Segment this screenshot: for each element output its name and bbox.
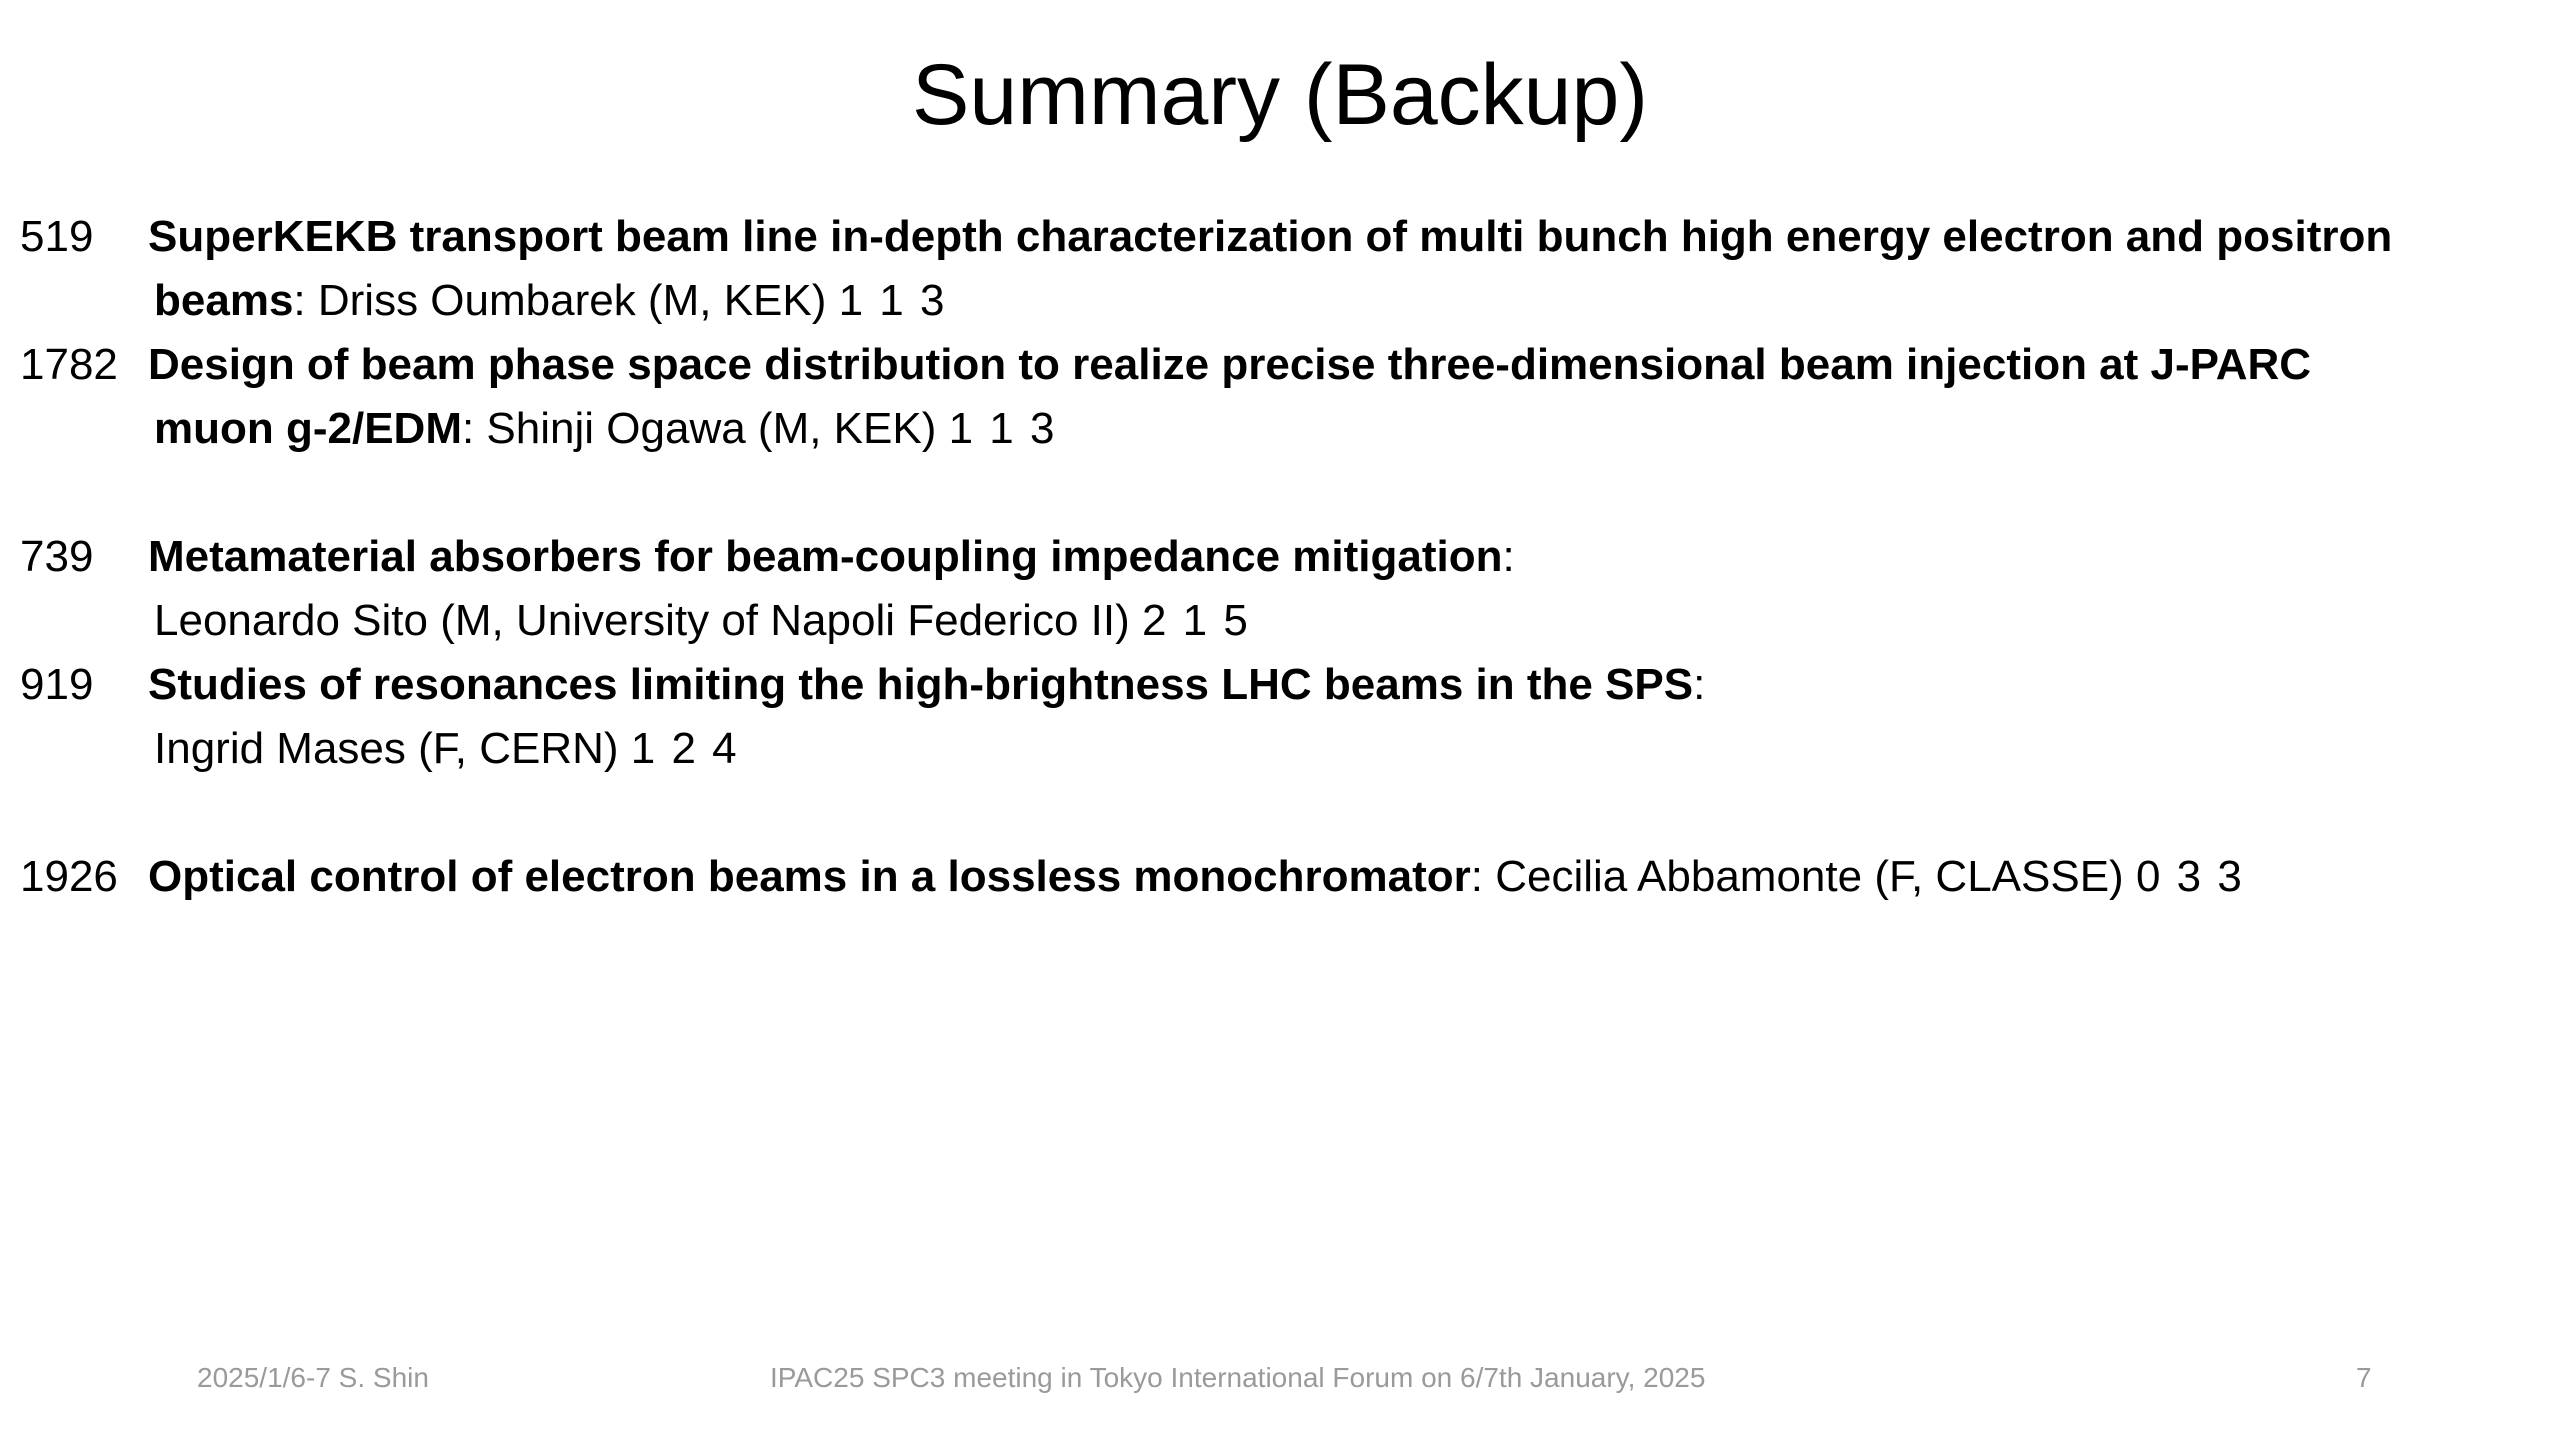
entry-title-continuation: beams — [154, 276, 294, 325]
entry-number: 739 — [20, 532, 94, 581]
entry-scores: 1 1 3 — [838, 276, 947, 325]
entry-title: Design of beam phase space distribution to realize precise three-dimensional beam injection at J-PARC — [148, 340, 2312, 389]
footer-page-number: 7 — [2356, 1362, 2372, 1393]
entry-title-line — [148, 525, 2540, 589]
entry-title: Metamaterial absorbers for beam-coupling impedance mitigation — [148, 532, 1503, 581]
footer-meeting-info: IPAC25 SPC3 meeting in Tokyo International Forum on 6/7th January, 2025 — [770, 1362, 1706, 1393]
entry-separator: : — [1502, 532, 1515, 581]
entry-title: SuperKEKB transport beam line in-depth characterization of multi bunch high energy electron and positron — [148, 212, 2393, 261]
spacer — [20, 461, 2540, 525]
entry-1782 — [20, 333, 2540, 461]
entry-number: 1926 — [20, 852, 118, 901]
entry-list — [20, 205, 2540, 909]
entry-scores: 2 1 5 — [1141, 596, 1250, 645]
entry-1926 — [20, 845, 2540, 909]
footer-date-author: 2025/1/6-7 S. Shin — [197, 1362, 429, 1393]
entry-title: Studies of resonances limiting the high-brightness LHC beams in the SPS — [148, 660, 1694, 709]
entry-presenter: : Cecilia Abbamonte (F, CLASSE) — [1470, 852, 2136, 901]
entry-presenter: : Shinji Ogawa (M, KEK) — [461, 404, 949, 453]
entry-continuation-line — [148, 269, 2540, 333]
entry-number: 1782 — [20, 340, 118, 389]
entry-title-line — [148, 653, 2540, 717]
entry-scores: 0 3 3 — [2135, 852, 2244, 901]
entry-presenter: Ingrid Mases (F, CERN) — [154, 724, 631, 773]
entry-title-continuation: muon g-2/EDM — [154, 404, 462, 453]
entry-presenter: : Driss Oumbarek (M, KEK) — [293, 276, 839, 325]
entry-scores: 1 2 4 — [630, 724, 739, 773]
entry-title-line — [148, 845, 2540, 909]
entry-number: 519 — [20, 212, 94, 261]
entry-title-line — [148, 205, 2540, 269]
spacer — [20, 781, 2540, 845]
entry-title: Optical control of electron beams in a lossless monochromator — [148, 852, 1471, 901]
entry-519 — [20, 205, 2540, 333]
entry-continuation-line — [148, 589, 2540, 653]
entry-separator: : — [1693, 660, 1706, 709]
entry-title-line — [148, 333, 2540, 397]
entry-scores: 1 1 3 — [948, 404, 1057, 453]
entry-919 — [20, 653, 2540, 781]
entry-739 — [20, 525, 2540, 653]
slide-title: Summary (Backup) — [912, 47, 1648, 143]
entry-presenter: Leonardo Sito (M, University of Napoli Federico II) — [154, 596, 1142, 645]
entry-continuation-line — [148, 397, 2540, 461]
entry-number: 919 — [20, 660, 94, 709]
entry-continuation-line — [148, 717, 2540, 781]
